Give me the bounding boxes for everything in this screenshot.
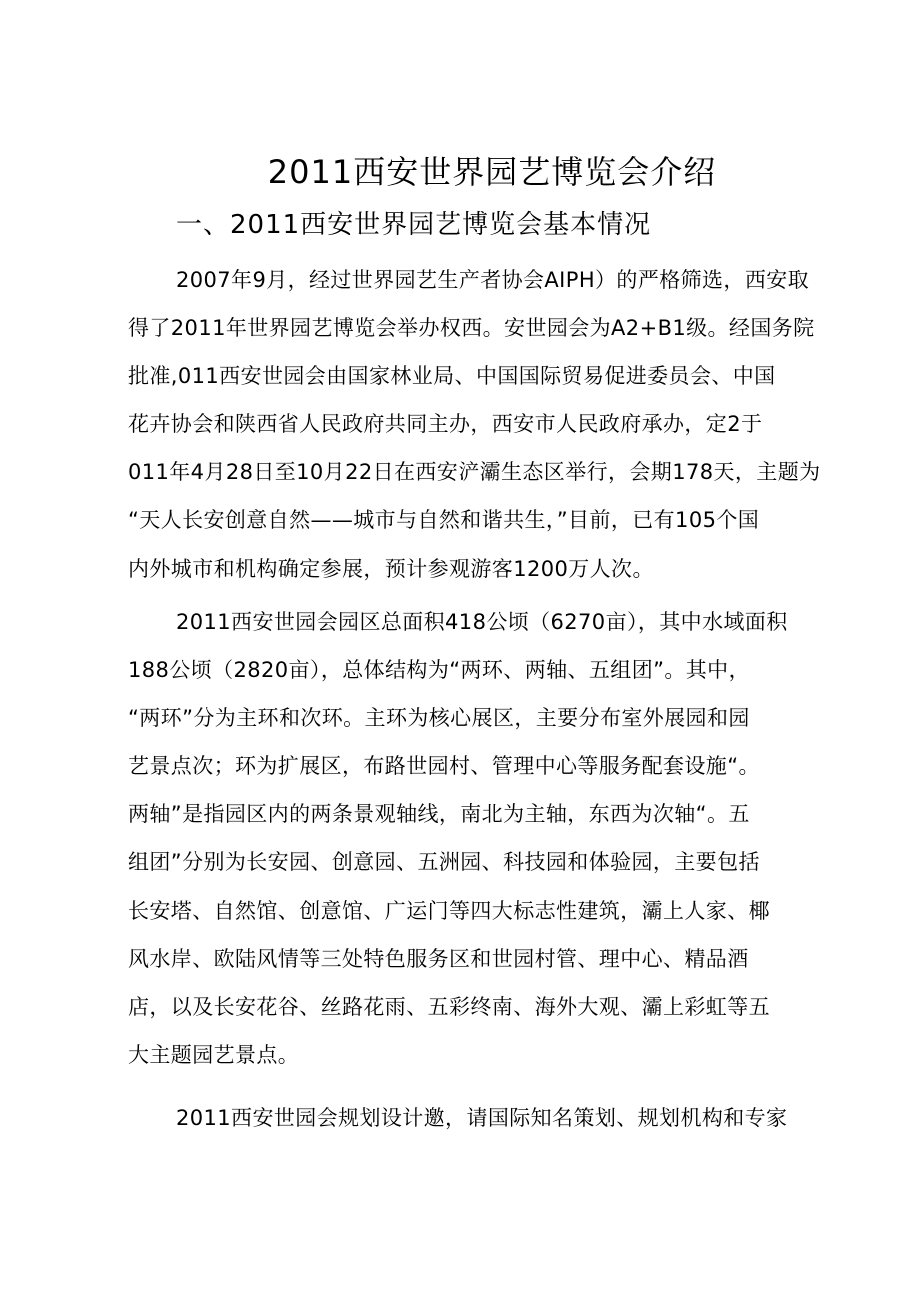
paragraph-line: 2011西安世园会园区总面积418公顷（6270亩），其中水域面积: [176, 610, 788, 634]
paragraph-line: 188公顷（2820亩），总体结构为“两环、两轴、五组团”。其中，: [128, 658, 750, 683]
paragraph-line: 批准,011西安世园会由国家林业局、中国国际贸易促进委员会、中国: [128, 364, 776, 389]
document-title: 2011西安世界园艺博览会介绍: [267, 153, 717, 191]
paragraph-line: “两环”分为主环和次环。主环为核心展区，主要分布室外展园和园: [128, 706, 750, 731]
paragraph-line: 大主题园艺景点。: [128, 1042, 300, 1067]
paragraph-line: 011年4月28日至10月22日在西安浐灞生态区举行，会期178天，主题为: [128, 460, 821, 485]
paragraph-3: [128, 1094, 868, 1142]
paragraph-line: 2011西安世园会规划设计邀，请国际知名策划、规划机构和专家: [176, 1106, 788, 1130]
paragraph-line: 风水岸、欧陆风情等三处特色服务区和世园村管、理中心、精品酒: [128, 946, 749, 971]
paragraph-line: 店，以及长安花谷、丝路花雨、五彩终南、海外大观、灞上彩虹等五: [128, 994, 770, 1019]
paragraph-line: 长安塔、自然馆、创意馆、广运门等四大标志性建筑，灞上人家、椰: [128, 898, 770, 923]
paragraph-2: [128, 598, 868, 1079]
paragraph-line: 艺景点次；环为扩展区，布路世园村、管理中心等服务配套设施“。: [128, 754, 760, 779]
section-heading: 一、2011西安世界园艺博览会基本情况: [176, 210, 652, 240]
paragraph-line: 两轴”是指园区内的两条景观轴线，南北为主轴，东西为次轴“。五: [128, 802, 750, 827]
paragraph-line: “天人长安创意自然——城市与自然和谐共生，”目前，已有105个国: [128, 508, 760, 533]
paragraph-line: 得了2011年世界园艺博览会举办权西。安世园会为A2+B1级。经国务院: [128, 316, 815, 341]
paragraph-line: 2007年9月，经过世界园艺生产者协会AIPH）的严格筛选，西安取: [176, 268, 810, 292]
paragraph-line: 内外城市和机构确定参展，预计参观游客1200万人次。: [128, 556, 654, 581]
paragraph-1: [128, 256, 868, 593]
paragraph-line: 组团”分别为长安园、创意园、五洲园、科技园和体验园，主要包括: [128, 850, 760, 875]
paragraph-line: 花卉协会和陕西省人民政府共同主办，西安市人民政府承办，定2于: [128, 412, 763, 437]
